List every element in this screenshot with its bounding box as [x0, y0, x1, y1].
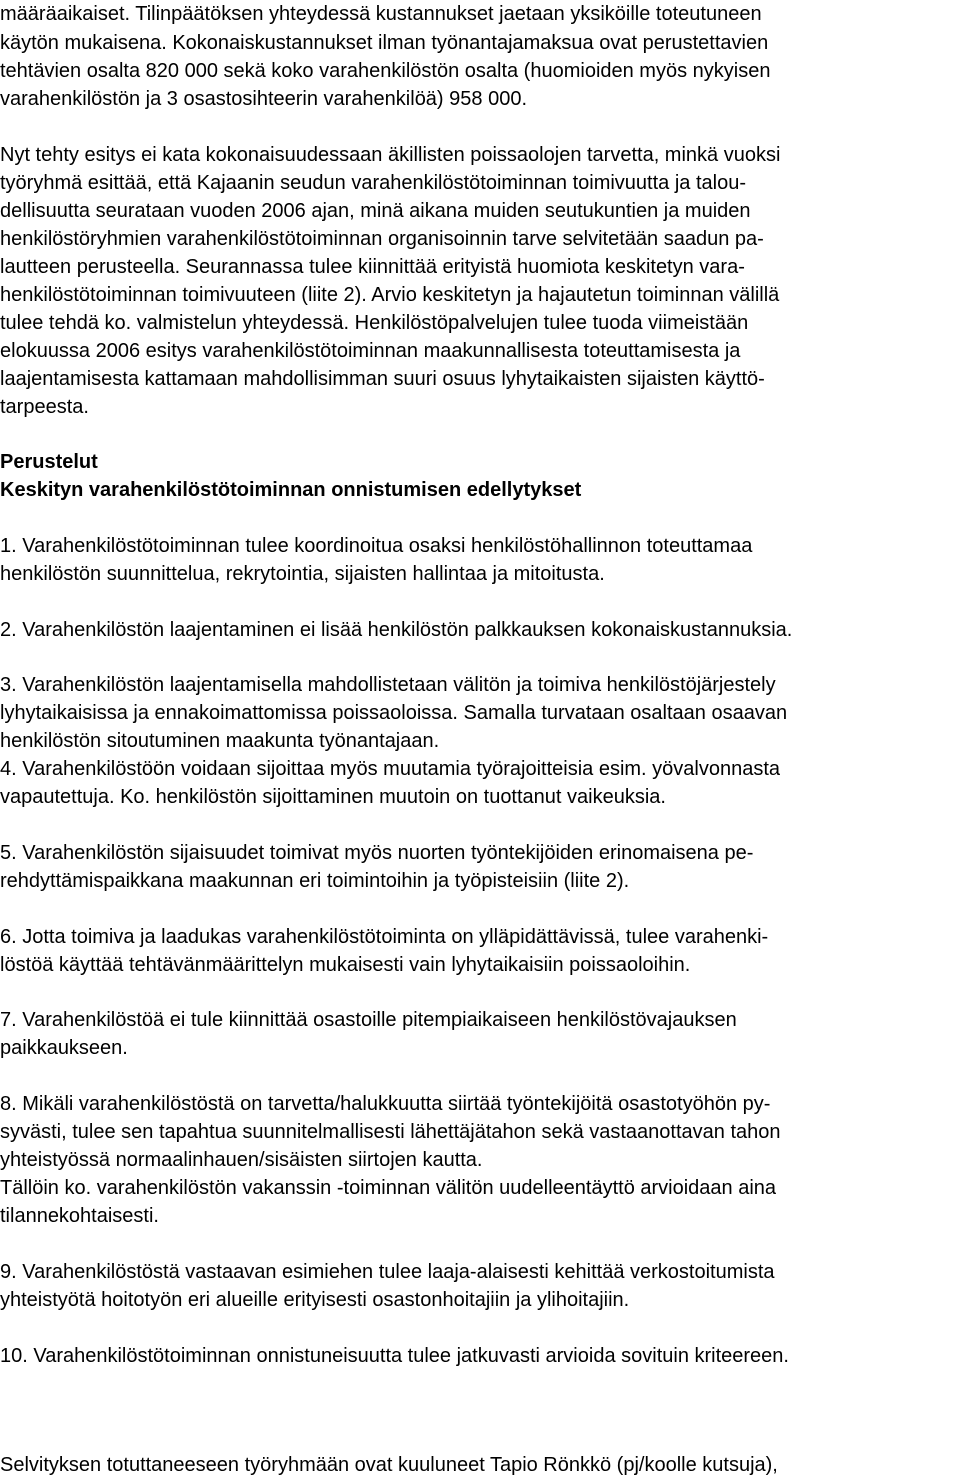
- section-subheading: Keskityn varahenkilöstötoiminnan onnistumisen edellytykset: [0, 479, 582, 501]
- text-line: laajentamisesta kattamaan mahdollisimman suuri osuus lyhytaikaisten sijaisten käyttö-: [0, 368, 765, 390]
- text-line: 6. Jotta toimiva ja laadukas varahenkilöstötoiminta on ylläpidättävissä, tulee varahenki-: [0, 926, 769, 948]
- text-line: 7. Varahenkilöstöä ei tule kiinnittää osastoille pitempiaikaiseen henkilöstövajauksen: [0, 1009, 737, 1031]
- text-line: tilannekohtaisesti.: [0, 1205, 159, 1227]
- text-line: Nyt tehty esitys ei kata kokonaisuudessaan äkillisten poissaolojen tarvetta, minkä vuoksi: [0, 144, 781, 166]
- text-line: vapautettuja. Ko. henkilöstön sijoittaminen muutoin on tuottanut vaikeuksia.: [0, 786, 666, 808]
- text-line: yhteistyötä hoitotyön eri alueille erityisesti osastonhoitajiin ja ylihoitajiin.: [0, 1289, 630, 1311]
- text-line: henkilöstön suunnittelua, rekrytointia, sijaisten hallintaa ja mitoitusta.: [0, 563, 605, 585]
- text-line: 2. Varahenkilöstön laajentaminen ei lisää henkilöstön palkkauksen kokonaiskustannuksia.: [0, 619, 793, 641]
- text-line: lyhytaikaisissa ja ennakoimattomissa poissaoloissa. Samalla turvataan osaltaan osaavan: [0, 702, 788, 724]
- text-line: löstöä käyttää tehtävänmäärittelyn mukaisesti vain lyhytaikaisiin poissaoloihin.: [0, 954, 691, 976]
- text-line: elokuussa 2006 esitys varahenkilöstötoiminnan maakunnallisesta toteuttamisesta ja: [0, 340, 741, 362]
- text-line: henkilöstötoiminnan toimivuuteen (liite 2). Arvio keskitetyn ja hajautetun toiminnan välillä: [0, 284, 780, 306]
- text-line: 3. Varahenkilöstön laajentamisella mahdollistetaan välitön ja toimiva henkilöstöjärjestely: [0, 674, 776, 696]
- text-line: paikkaukseen.: [0, 1037, 128, 1059]
- text-line: tehtävien osalta 820 000 sekä koko varahenkilöstön osalta (huomioiden myös nykyisen: [0, 60, 771, 82]
- text-line: 5. Varahenkilöstön sijaisuudet toimivat myös nuorten työntekijöiden erinomaisena pe-: [0, 842, 754, 864]
- text-line: tulee tehdä ko. valmistelun yhteydessä. Henkilöstöpalvelujen tulee tuoda viimeistään: [0, 312, 749, 334]
- text-line: tarpeesta.: [0, 396, 89, 418]
- text-line: dellisuutta seurataan vuoden 2006 ajan, minä aikana muiden seutukuntien ja muiden: [0, 200, 751, 222]
- text-line: rehdyttämispaikkana maakunnan eri toimintoihin ja työpisteisiin (liite 2).: [0, 870, 630, 892]
- closing-text-line: Selvityksen totuttaneeseen työryhmään ovat kuuluneet Tapio Rönkkö (pj/koolle kutsuja),: [0, 1454, 778, 1476]
- text-line: lautteen perusteella. Seurannassa tulee kiinnittää erityistä huomiota keskitetyn vara-: [0, 256, 745, 278]
- text-line: Tällöin ko. varahenkilöstön vakanssin -toiminnan välitön uudelleentäyttö arvioidaan aina: [0, 1177, 777, 1199]
- text-line: yhteistyössä normaalinhauen/sisäisten siirtojen kautta.: [0, 1149, 483, 1171]
- text-line: henkilöstön sitoutuminen maakunta työnantajaan.: [0, 730, 440, 752]
- text-line: työryhmä esittää, että Kajaanin seudun varahenkilöstötoiminnan toimivuutta ja talou-: [0, 172, 746, 194]
- text-line: 1. Varahenkilöstötoiminnan tulee koordinoitua osaksi henkilöstöhallinnon toteuttamaa: [0, 535, 753, 557]
- text-line: 9. Varahenkilöstöstä vastaavan esimiehen tulee laaja-alaisesti kehittää verkostoitumista: [0, 1261, 775, 1283]
- text-line: henkilöstöryhmien varahenkilöstötoiminnan organisoinnin tarve selvitetään saadun pa-: [0, 228, 764, 250]
- text-line: 4. Varahenkilöstöön voidaan sijoittaa myös muutamia työrajoitteisia esim. yövalvonnasta: [0, 758, 781, 780]
- text-line: varahenkilöstön ja 3 osastosihteerin varahenkilöä) 958 000.: [0, 88, 528, 110]
- section-heading: Perustelut: [0, 451, 98, 473]
- text-line: 8. Mikäli varahenkilöstöstä on tarvetta/halukkuutta siirtää työntekijöitä osastotyöhön py-: [0, 1093, 771, 1115]
- text-line: käytön mukaisena. Kokonaiskustannukset ilman työnantajamaksua ovat perustettavien: [0, 32, 769, 54]
- text-line: syvästi, tulee sen tapahtua suunnitelmallisesti lähettäjätahon sekä vastaanottavan tahon: [0, 1121, 781, 1143]
- text-line: 10. Varahenkilöstötoiminnan onnistuneisuutta tulee jatkuvasti arvioida sovituin kriteereen.: [0, 1345, 789, 1367]
- text-line: määräaikaiset. Tilinpäätöksen yhteydessä kustannukset jaetaan yksiköille toteutuneen: [0, 3, 762, 25]
